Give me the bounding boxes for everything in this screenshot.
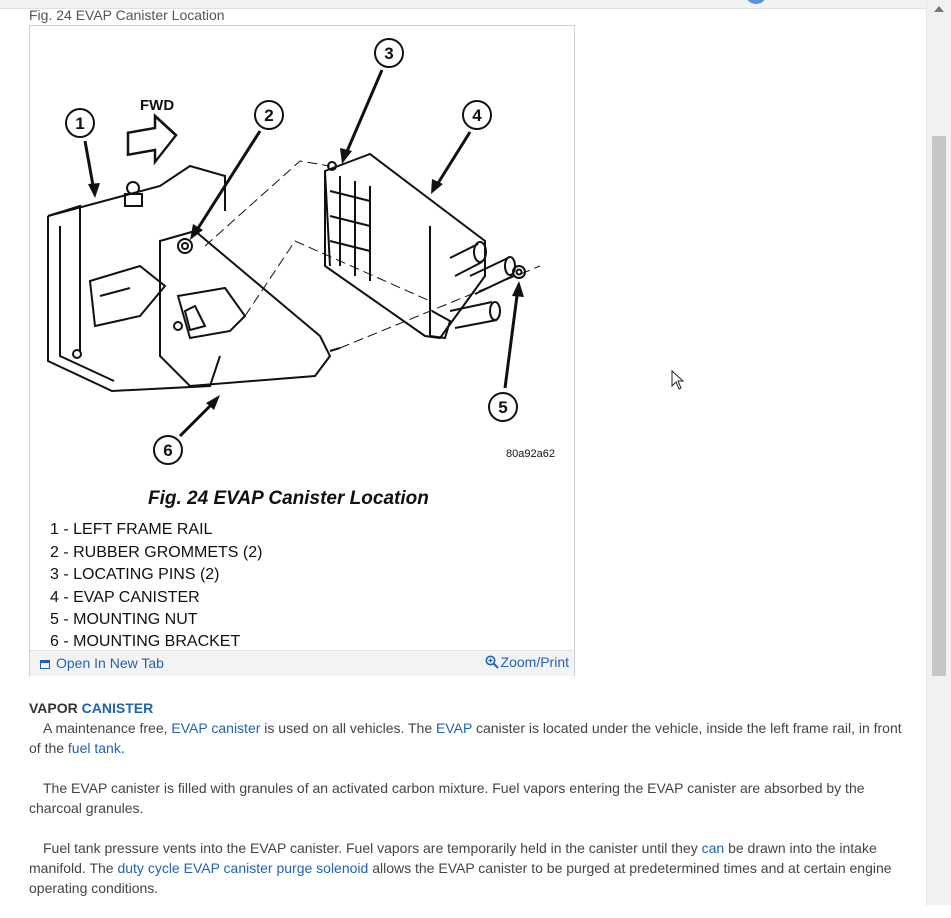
new-tab-icon [40, 660, 50, 669]
figure-title: Fig. 24 EVAP Canister Location [148, 488, 429, 509]
figure-caption: Fig. 24 EVAP Canister Location [29, 7, 225, 23]
figure-footer [30, 650, 574, 676]
legend-item: 6 - MOUNTING BRACKET [50, 633, 241, 650]
fwd-label: FWD [140, 97, 175, 114]
svg-text:2: 2 [264, 106, 274, 125]
paragraph-2: The EVAP canister is filled with granules of an activated carbon mixture. Fuel vapors entering the EVAP canister are absorbed by the charcoal granules. [29, 780, 865, 816]
legend-item: 2 - RUBBER GROMMETS (2) [50, 544, 263, 561]
callout-4 [431, 101, 491, 194]
legend-item: 4 - EVAP CANISTER [50, 589, 200, 606]
svg-text:5: 5 [498, 398, 508, 417]
open-in-new-tab-link[interactable] [40, 655, 164, 671]
zoom-icon [485, 655, 499, 669]
svg-text:1: 1 [75, 114, 85, 133]
legend-item: 5 - MOUNTING NUT [50, 611, 198, 628]
legend-item: 1 - LEFT FRAME RAIL [50, 521, 213, 538]
purge-solenoid-link[interactable]: duty cycle EVAP canister purge solenoid [117, 860, 369, 876]
evap-link[interactable]: EVAP [436, 720, 473, 736]
vertical-scrollbar[interactable] [926, 0, 951, 905]
section-heading [29, 698, 909, 718]
paragraph-3: Fuel tank pressure vents into the EVAP canister. Fuel vapors are temporarily held in the canister until they can be drawn into the intake manifold. The duty cycle EVAP canister purge solenoid allows the EVAP canister to be purged at predetermined times and at certain engine operating conditions. [29, 840, 892, 896]
callout-6 [154, 395, 220, 464]
paragraph-1: A maintenance free, EVAP canister is used on all vehicles. The EVAP canister is located under the vehicle, inside the left frame rail, in front of the fuel tank. [29, 720, 902, 756]
evap-canister-link[interactable]: EVAP canister [171, 720, 261, 736]
evap-canister-diagram[interactable] [30, 26, 574, 650]
heading-prefix: VAPOR [29, 700, 78, 716]
svg-text:4: 4 [472, 106, 482, 125]
zoom-print-label: Zoom/Print [500, 654, 569, 670]
svg-text:3: 3 [384, 44, 394, 63]
figure-container [29, 25, 575, 676]
fuel-tank-link[interactable]: fuel tank [67, 740, 121, 756]
callout-1 [66, 109, 100, 198]
callout-3 [340, 39, 403, 164]
alignment-lines [205, 161, 540, 348]
profile-icon[interactable] [745, 0, 767, 4]
scroll-up-icon[interactable] [934, 6, 944, 12]
open-in-new-tab-label: Open In New Tab [56, 655, 164, 671]
mouse-cursor-icon [671, 370, 685, 390]
frame-rail-drawing [48, 166, 225, 391]
can-link[interactable]: can [701, 840, 725, 856]
legend-item: 3 - LOCATING PINS (2) [50, 566, 220, 583]
scrollbar-thumb[interactable] [932, 136, 946, 676]
article-body [29, 698, 909, 918]
diagram-code: 80a92a62 [506, 448, 555, 460]
evap-canister-drawing [325, 154, 525, 338]
fwd-arrow-icon [128, 112, 176, 166]
heading-canister-link[interactable]: CANISTER [81, 700, 154, 716]
zoom-print-link[interactable] [485, 654, 569, 670]
legend [50, 521, 262, 650]
svg-text:6: 6 [163, 441, 173, 460]
